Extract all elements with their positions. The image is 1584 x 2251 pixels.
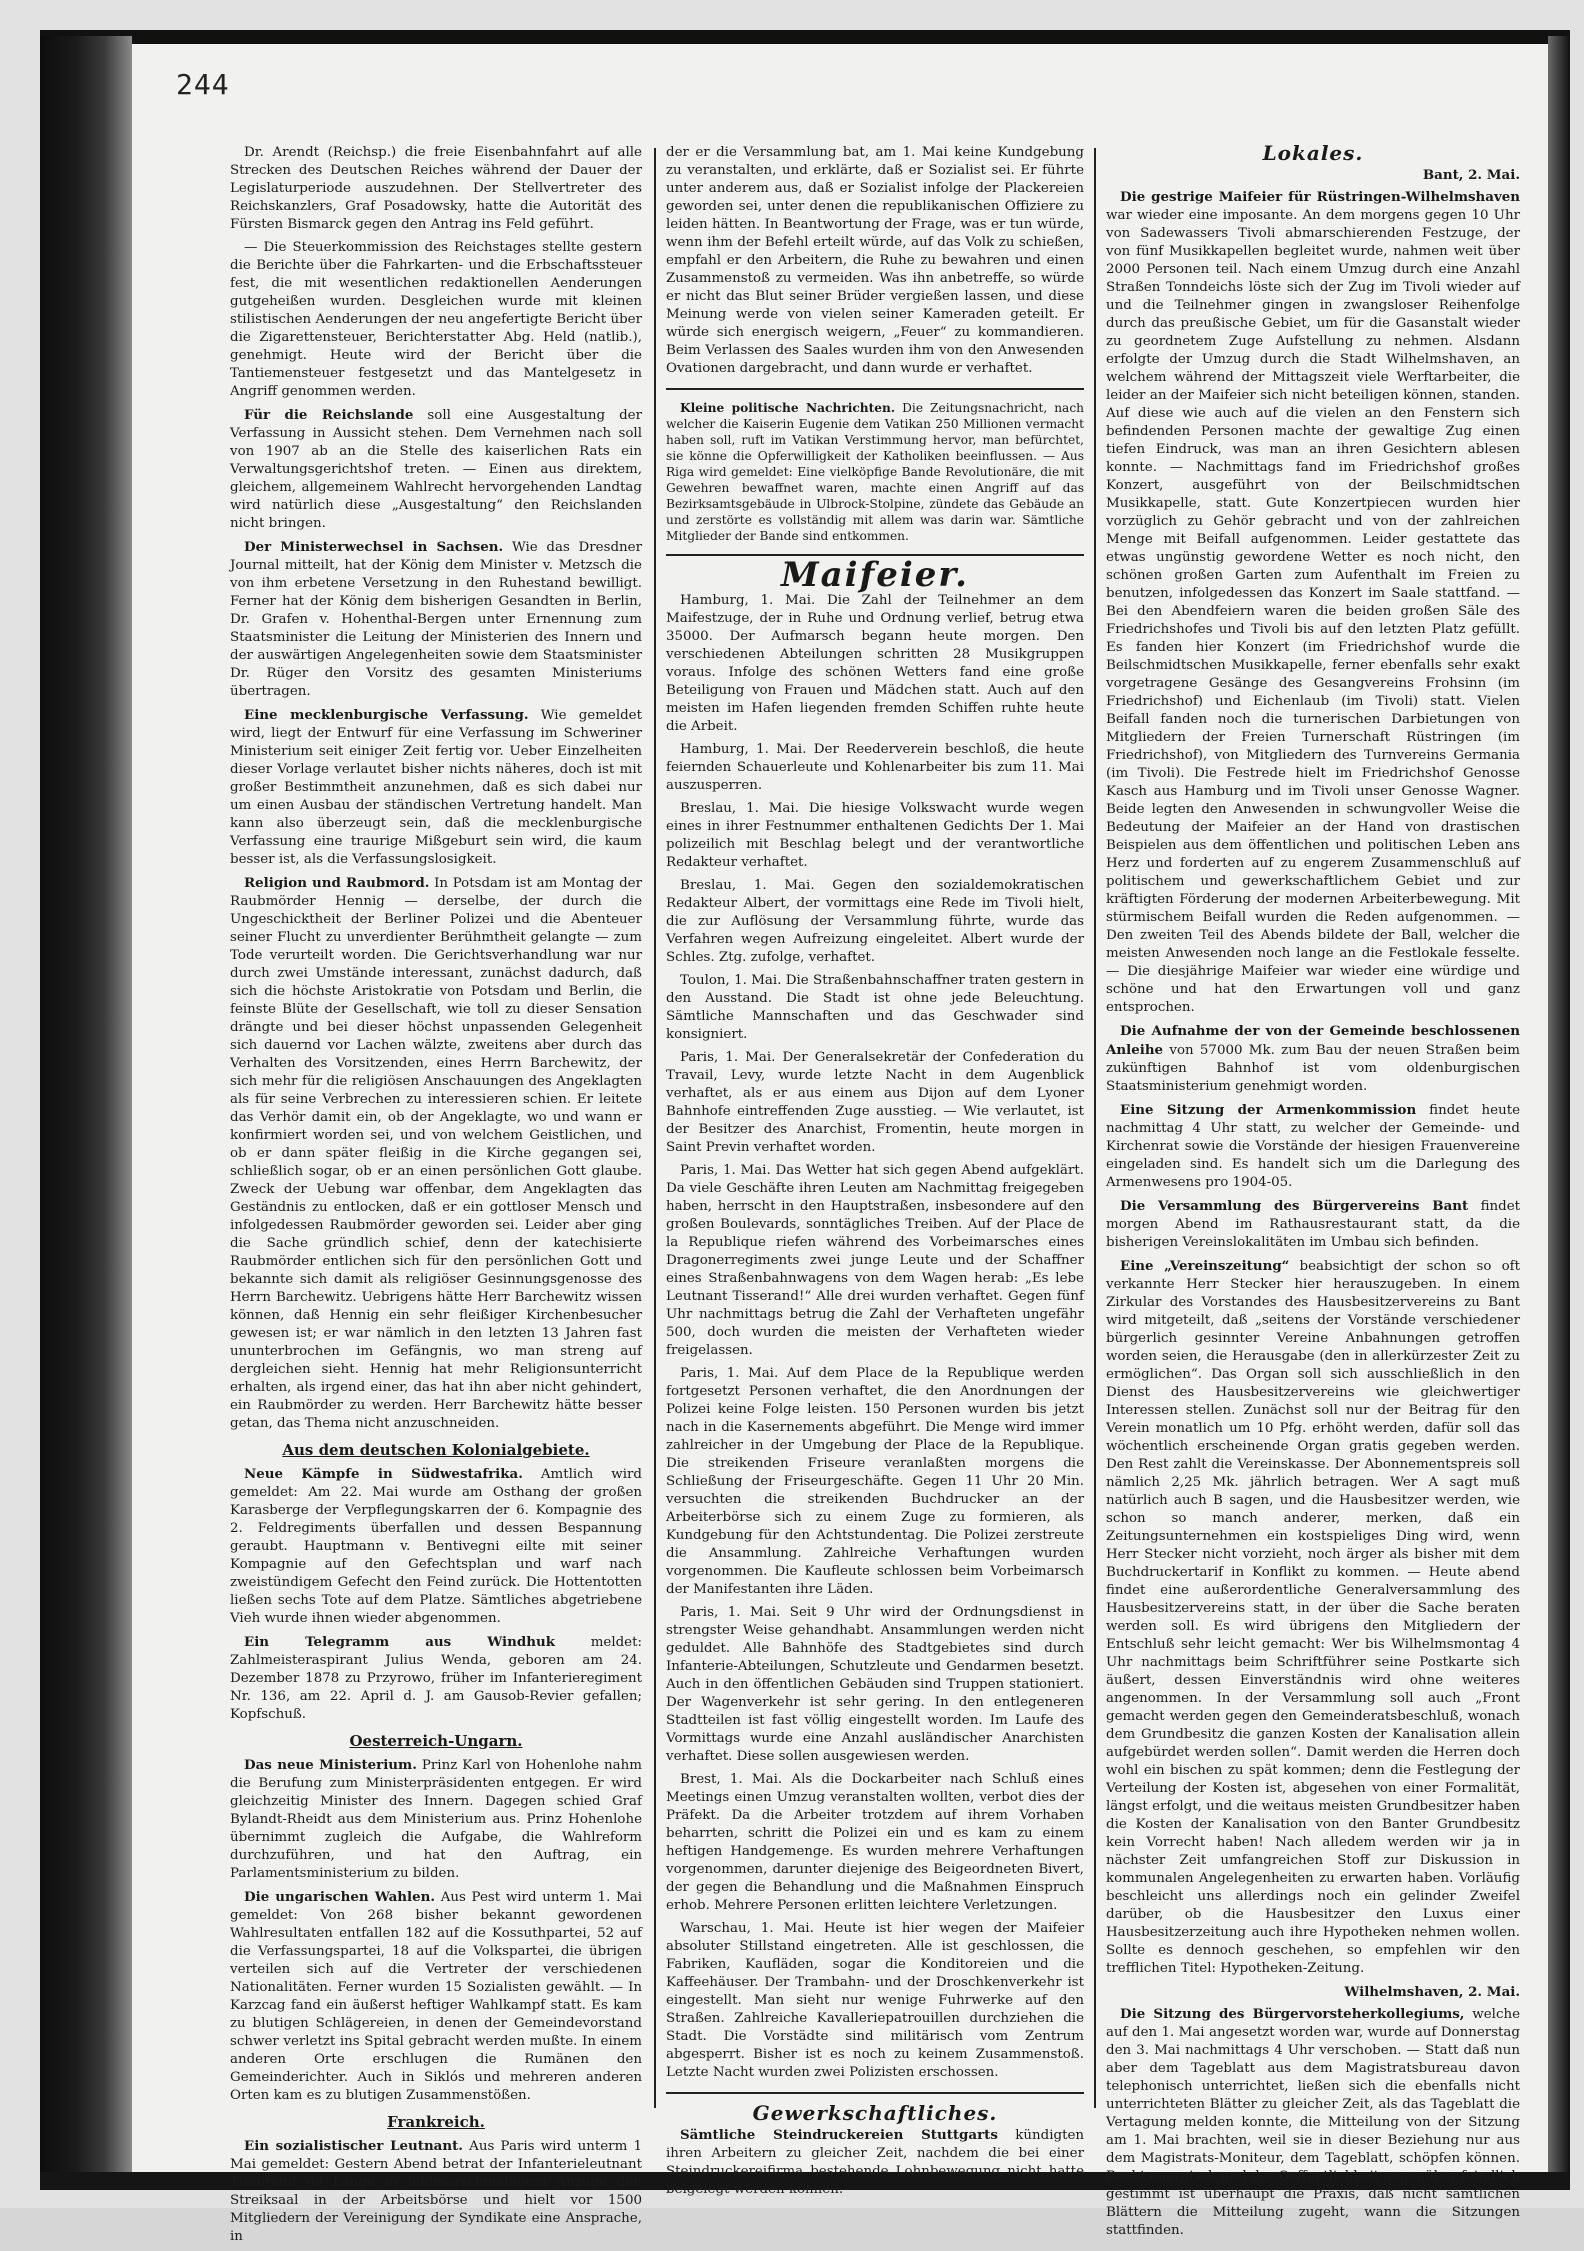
book-right-edge	[1548, 36, 1570, 2186]
article-heading: Die gestrige Maifeier für Rüstringen-Wilhelmshaven	[1120, 189, 1520, 205]
article-text: welche auf den 1. Mai angesetzt worden war, wurde auf Donnerstag den 3. Mai nachmittags 4 Uhr verschoben. — Statt daß nun aber dem Tageblatt aus dem Magistratsbureau davon telephonisch unterrichtet, ließen sich die ebenfalls nicht unterrichteten Blätter zu gleicher Zeit, als das Tageblatt die Vertagung melden konnte, die Mitteilung von der Sitzung am 1. Mai brachten, weil sie in dieser Beziehung nur aus dem Magistrats-Moniteur, dem Tageblatt, schöpfen können. Recht energisch und der Oeffentlichkeit gegenüber feindlich gestimmt ist überhaupt die Praxis, daß nicht sämtlichen Blättern die Mitteilung zugeht, wann die Sitzungen stattfinden.	[1106, 2007, 1520, 2238]
section-title-maifeier: Maifeier.	[780, 555, 970, 595]
article-text: In Potsdam ist am Montag der Raubmörder Hennig — derselbe, der durch die Ungeschicktheit der Berliner Polizei und die Abenteuer seiner Flucht zu unverdienter Berühmtheit gelangte — zum Tode verurteilt worden. Die Gerichtsverhandlung war nur durch zwei Umstände interessant, zunächst dadurch, daß sich die höchste Aristokratie von Potsdam und Berlin, die feinste Blüte der Gesellschaft, wie toll zu dieser Sensation drängte und bei dieser höchst unpassenden Gelegenheit sich dauernd vor Lachen wälzte, zweitens aber durch das Verhalten des Vorsitzenden, eines Herrn Barchewitz, der sich mehr für die religiösen Anschauungen des Angeklagten als für seine Verbrechen zu interessieren schien. Er leitete das Verhör damit ein, ob der Angeklagte, wo und wann er konfirmiert worden sei, und von welchem Geistlichen, und ob er dann später fleißig in die Kirche gegangen sei, schließlich sogar, ob er an einen persönlichen Gott glaube. Zweck der Uebung war offenbar, dem Angeklagten das Geständnis zu entlocken, daß er ein gottloser Mensch und infolgedessen Raubmörder geworden sei. Leider aber ging die Sache gründlich schief, denn der katechisierte Raubmörder entlichen sich für den persönlichen Gott und bekannte sich damit als religiöser Gesinnungsgenosse des Herrn Barchewitz. Uebrigens hätte Herr Barchewitz wissen können, daß Hennig ein sehr fleißiger Kirchenbesucher gewesen ist; er war nämlich in den letzten 13 Jahren fast ununterbrochen im Gefängnis, wo man streng auf dergleichen sieht. Hennig hat mehr Religionsunterricht erhalten, als irgend einer, das hat ihn aber nicht gehindert, ein Raubmörder zu werden. Herr Barchewitz hätte besser getan, das Thema nicht anzuschneiden.	[230, 876, 642, 1431]
article-text: war wieder eine imposante. An dem morgens gegen 10 Uhr von Sadewassers Tivoli abmarschierenden Festzuge, der von fünf Musikkapellen begleitet wurde, nahmen weit über 2000 Personen teil. Nach einem Umzug durch eine Anzahl Straßen Tonndeichs löste sich der Zug im Tivoli wieder auf und die Teilnehmer gingen in zwangsloser Reihenfolge durch das preußische Gebiet, um für die Gasanstalt wieder zu geordnetem Zuge Aufstellung zu nehmen. Alsdann erfolgte der Umzug durch die Stadt Wilhelmshaven, an welchem während der Mittagszeit viele Werftarbeiter, die leider an der Maifeier sich nicht beteiligen können, standen. Auf diese wie auch auf die vielen an den Fenstern sich befindenden Personen machte der gewaltige Zug einen tiefen Eindruck, was man an ihren Gesichtern ablesen konnte. — Nachmittags fand im Friedrichshof großes Konzert, ausgeführt von der Beilschmidtschen Musikkapelle, statt. Gute Konzertpiecen wurden hier vorzüglich zu Gehör gebracht und von der zahlreichen Menge mit Beifall aufgenommen. Leider gestattete das etwas ungünstig gewordene Wetter es noch nicht, den schönen großen Garten zum Aufenthalt im Freien zu benutzen, infolgedessen das Konzert im Saale stattfand. — Bei den Abendfeiern waren die beiden großen Säle des Friedrichshofes und Tivoli bis auf den letzten Platz gefüllt. Es fanden hier Konzert (im Friedrichshof wurde die Beilschmidtschen Musikkapelle, ferner ebenfalls sehr exakt vorgetragene Gesänge des Gesangvereins Frohsinn (im Friedrichshof) und Eichenlaub (im Tivoli) statt. Vielen Beifall fanden noch die turnerischen Darbietungen von Mitgliedern der Freien Turnerschaft Rüstringen (im Friedrichshof), von Mitgliedern des Turnvereins Germania (im Tivoli). Die Festrede hielt im Friedrichshof Genosse Kasch aus Hamburg und im Tivoli unser Genosse Wagner. Beide legten den Anwesenden in schwungvoller Weise die Bedeutung der Maifeier an der Hand von drastischen Beispielen aus dem öffentlichen und politischen Leben ans Herz und forderten auf zu engerem Zusammenschluß auf politischem und gewerkschaftlichem Gebiet und zur kräftigten Förderung der modernen Arbeiterbewegung. Mit stürmischem Beifall wurden die Reden aufgenommen. — Den zweiten Teil des Abends bildete der Ball, welcher die meisten Anwesenden noch lange an die Festlokale fesselte. — Die diesjährige Maifeier war wieder eine würdige und schöne und hat den Erwartungen voll und ganz entsprochen.	[1106, 208, 1520, 1015]
article-text: Prinz Karl von Hohenlohe nahm die Berufung zum Ministerpräsidenten entgegen. Er wird gleichzeitig Minister des Innern. Dagegen schied Graf Bylandt-Rheidt aus dem Ministerium aus. Prinz Hohenlohe übernimmt zugleich die Aufgabe, die Wahlreform durchzuführen, und hat den Auftrag, ein Parlamentsministerium zu bilden.	[230, 1758, 642, 1881]
divider	[666, 2092, 1084, 2094]
article	[1106, 2005, 1520, 2240]
article	[230, 706, 642, 869]
book-binding	[40, 36, 132, 2186]
paragraph: Breslau, 1. Mai. Gegen den sozialdemokratischen Redakteur Albert, der vormittags eine Rede im Tivoli hielt, die zur Auflösung der Versammlung führte, wurde das Verfahren wegen Aufreizung eingeleitet. Albert wurde der Schles. Ztg. zufolge, verhaftet.	[666, 878, 1084, 965]
article-heading: Eine Sitzung der Armenkommission	[1120, 1102, 1417, 1118]
article-text: Die Zeitungsnachricht, nach welcher die Kaiserin Eugenie dem Vatikan 250 Millionen vermacht haben soll, ruft im Vatikan Verstimmung hervor, man befürchtet, sie könne die Opferwilligkeit der Katholiken beeinflussen. — Aus Riga wird gemeldet: Eine vielköpfige Bande Revolutionäre, die mit Gewehren bewaffnet waren, machte einen Angriff auf das Bezirksamtsgebäude in Ulbrock-Stolpine, zündete das Gebäude an und zerstörte es vollständig mit allem was darin war. Sämtliche Mitglieder der Bande sind entkommen.	[666, 401, 1084, 543]
newspaper-page	[132, 44, 1548, 2244]
paragraph: Paris, 1. Mai. Seit 9 Uhr wird der Ordnungsdienst in strengster Weise gehandhabt. Ansammlungen werden nicht geduldet. Alle Bahnhöfe des Stadtgebietes sind durch Infanterie-Abteilungen, Schutzleute und Gendarmen besetzt. Auch in den öffentlichen Gebäuden sind Truppen stationiert. Der Wagenverkehr ist sehr gering. In den entlegeneren Stadtteilen ist fast völlig eingestellt worden. Im Laufe des Vormittags wurde eine Anzahl ausländischer Anarchisten verhaftet. Diese sollen ausgewiesen werden.	[666, 1605, 1084, 1764]
paragraph: Dr. Arendt (Reichsp.) die freie Eisenbahnfahrt auf alle Strecken des Deutschen Reiches während der Dauer der Legislaturperiode auszudehnen. Der Stellvertreter des Reichskanzlers, Graf Posadowsky, hatte die Autorität des Fürsten Bismarck gegen den Antrag ins Feld geführt.	[230, 145, 642, 232]
section-heading: Frankreich.	[387, 2113, 485, 2131]
article-heading: Das neue Ministerium.	[244, 1757, 417, 1773]
article	[230, 1888, 642, 2105]
article-heading: Sämtliche Steindruckereien Stuttgarts	[680, 2127, 998, 2143]
article	[230, 2137, 642, 2246]
article-heading: Religion und Raubmord.	[244, 875, 430, 891]
article-heading: Für die Reichslande	[244, 407, 414, 423]
paragraph: Warschau, 1. Mai. Heute ist hier wegen der Maifeier absoluter Stillstand eingetreten. Alle ist geschlossen, die Fabriken, Kaufläden, sogar die Konditoreien und die Kaffeehäuser. Der Trambahn- und der Droschkenverkehr ist eingestellt. Man sieht nur wenige Fuhrwerke auf den Straßen. Zahlreiche Kavalleriepatrouillen durchziehen die Stadt. Die Vorstädte sind militärisch vom Zentrum abgesperrt. Bisher ist es noch zu keinem Zusammenstoß. Letzte Nacht wurden zwei Polizisten erschossen.	[666, 1921, 1084, 2080]
section-title-lokales: Lokales.	[1262, 141, 1364, 165]
article-heading: Der Ministerwechsel in Sachsen.	[244, 539, 504, 555]
paragraph: Hamburg, 1. Mai. Der Reederverein beschloß, die heute feiernden Schauerleute und Kohlenarbeiter bis zum 11. Mai auszusperren.	[666, 742, 1084, 793]
paragraph: Hamburg, 1. Mai. Die Zahl der Teilnehmer an dem Maifestzuge, der in Ruhe und Ordnung verlief, betrug etwa 35000. Der Aufmarsch begann heute morgen. Den verschiedenen Abteilungen schritten 28 Musikgruppen voraus. Infolge des schönen Wetters fand eine große Beteiligung von Frauen und Mädchen statt. Auch auf den meisten im Hafen liegenden fremden Schiffen ruhte heute die Arbeit.	[666, 593, 1084, 734]
column-rule-1	[654, 148, 656, 2108]
article-text: findet morgen Abend im Rathausrestaurant statt, da die bisherigen Vereinslokalitäten im Umbau sich befinden.	[1106, 1199, 1520, 1250]
article-text: kündigten ihren Arbeitern zu gleicher Zeit, nachdem die bei einer Steindruckereifirma bestehende Lohnbewegung nicht hatte beigelegt werden können.	[666, 2128, 1085, 2197]
article-heading: Die Sitzung des Bürgervorsteherkollegiums,	[1120, 2006, 1465, 2022]
column-3	[1106, 141, 1520, 2245]
column-2	[666, 144, 1084, 2204]
article-heading: Eine mecklenburgische Verfassung.	[244, 707, 529, 723]
article-text: Aus Paris wird unterm 1 Mai gemeldet: Gestern Abend betrat der Infanterieleutnant Tisserand de Lange in feldmarschmäßigem Anzuge den Streiksaal in der Arbeitsbörse und hielt vor 1500 Mitgliedern der Vereinigung der Syndikate eine Ansprache, in	[230, 2139, 642, 2244]
article	[1106, 188, 1520, 1017]
section-title-gewerkschaftliches: Gewerkschaftliches.	[752, 2101, 998, 2125]
article-heading: Eine „Vereinszeitung“	[1120, 1258, 1290, 1274]
paragraph: — Die Steuerkommission des Reichstages stellte gestern die Berichte über die Fahrkarten- und die Erbschaftssteuer fest, die mit wesentlichen redaktionellen Aenderungen gutgeheißen wurden. Desgleichen wurde mit kleinen stilistischen Aenderungen der neu angefertigte Bericht über die Zigarettensteuer, Berichterstatter Abg. Held (natlib.), genehmigt. Heute wird der Bericht über die Tantiemensteuer festgesetzt und das Mantelgesetz in Angriff genommen werden.	[230, 240, 642, 399]
article	[666, 2126, 1084, 2199]
article-heading: Neue Kämpfe in Südwestafrika.	[244, 1466, 523, 1482]
paragraph: Brest, 1. Mai. Als die Dockarbeiter nach Schluß eines Meetings einen Umzug veranstalten wollten, verbot dies der Präfekt. Da die Arbeiter trotzdem auf ihrem Vorhaben beharrten, schritt die Polizei ein und es kam zu einem heftigen Handgemenge. Es wurden mehrere Verhaftungen vorgenommen, darunter diejenige des Beigeordneten Bivert, der gegen die Behandlung und die Maßnahmen Einspruch erhob. Mehrere Personen erlitten leichtere Verletzungen.	[666, 1772, 1084, 1913]
article-heading: Die ungarischen Wahlen.	[244, 1889, 436, 1905]
article-heading: Kleine politische Nachrichten.	[680, 401, 896, 415]
article	[1106, 1257, 1520, 1978]
column-rule-2	[1094, 148, 1096, 2108]
article-text: findet heute nachmittag 4 Uhr statt, zu welcher der Gemeinde- und Kirchenrat sowie die Vorstände der hiesigen Frauenvereine eingeladen sind. Es handelt sich um die Darlegung des Armenwesens pro 1904-05.	[1106, 1103, 1520, 1190]
paragraph: der er die Versammlung bat, am 1. Mai keine Kundgebung zu veranstalten, und erklärte, daß er Sozialist sei. Er führte unter anderem aus, daß er Sozialist infolge der Plackereien geworden sei, unter denen die republikanischen Offiziere zu leiden hätten. In Beantwortung der Frage, was er tun würde, wenn ihm der Befehl erteilt würde, auf das Volk zu schießen, empfahl er den Arbeitern, die Ruhe zu bewahren und einen Zusammenstoß zu vermeiden. Was ihn anbetreffe, so würde er nicht das Blut seiner Brüder vergießen lassen, und diese Meinung werde von vielen seiner Kameraden geteilt. Er würde sich energisch weigern, „Feuer“ zu kommandieren. Beim Verlassen des Saales wurden ihm von den Anwesenden Ovationen dargebracht, und dann wurde er verhaftet.	[666, 145, 1084, 376]
article	[230, 874, 642, 1433]
article-text: soll eine Ausgestaltung der Verfassung in Aussicht stehen. Dem Vernehmen nach soll von 1907 ab an die Stelle des kaiserlichen Rats ein Verwaltungsgerichtshof treten. — Einen aus direktem, gleichem, allgemeinem Wahlrecht hervorgehenden Landtag wird natürlich diese „Ausgestaltung“ den Reichslanden nicht bringen.	[230, 408, 642, 531]
article-text: Aus Pest wird unterm 1. Mai gemeldet: Von 268 bisher bekannt gewordenen Wahlresultaten entfallen 182 auf die Kossuthpartei, 52 auf die Verfassungspartei, 18 auf die Volkspartei, die übrigen verteilen sich auf die Vertreter der verschiedenen Nationalitäten. Ferner wurden 15 Sozialisten gewählt. — In Karzcag fand ein äußerst heftiger Wahlkampf statt. Es kam zu blutigen Schlägereien, in denen der Gemeindevorstand schwer verletzt ins Spital gebracht werden mußte. In einem anderen Orte erschlugen die Rumänen den Gemeinderichter. Auch in Siklós und mehreren anderen Orten kam es zu blutigen Zusammenstößen.	[230, 1890, 642, 2103]
article	[1106, 1022, 1520, 1096]
paragraph: Breslau, 1. Mai. Die hiesige Volkswacht wurde wegen eines in ihrer Festnummer enthaltenen Gedichts Der 1. Mai polizeilich mit Beschlag belegt und der verantwortliche Redakteur verhaftet.	[666, 801, 1084, 870]
dateline: Wilhelmshaven, 2. Mai.	[1344, 1984, 1520, 2000]
article	[230, 1633, 642, 1724]
divider	[666, 388, 1084, 390]
article	[230, 1465, 642, 1628]
paragraph: Toulon, 1. Mai. Die Straßenbahnschaffner traten gestern in den Ausstand. Die Stadt ist ohne jede Beleuchtung. Sämtliche Mannschaften und das Geschwader sind konsigniert.	[666, 973, 1084, 1042]
article-text: meldet: Zahlmeisteraspirant Julius Wenda, geboren am 24. Dezember 1878 zu Przyrowo, früher im Infanterieregiment Nr. 136, am 22. April d. J. am Gausob-Revier gefallen; Kopfschuß.	[230, 1635, 642, 1722]
section-heading: Aus dem deutschen Kolonialgebiete.	[282, 1441, 590, 1459]
article	[1106, 1197, 1520, 1252]
article-text: Amtlich wird gemeldet: Am 22. Mai wurde am Osthang der großen Karasberge der Verpflegungskarren der 6. Kompagnie des 2. Feldregiments überfallen und dessen Bespannung geraubt. Hauptmann v. Bentivegni eilte mit seiner Kompagnie auf den Gefechtsplan und warf nach zweistündigem Gefecht den Feind zurück. Die Hottentotten ließen sechs Tote auf dem Platze. Sämtliches abgetriebene Vieh wurde ihnen wieder abgenommen.	[230, 1467, 642, 1626]
book-top-edge	[40, 30, 1570, 44]
article-heading: Die Versammlung des Bürgervereins Bant	[1120, 1198, 1469, 1214]
article-heading: Ein sozialistischer Leutnant.	[244, 2138, 463, 2154]
article	[666, 400, 1084, 544]
article	[1106, 1101, 1520, 1192]
article-text: beabsichtigt der schon so oft verkannte Herr Stecker hier herauszugeben. In einem Zirkular des Vorstandes des Hausbesitzervereins zu Bant wird mitgeteilt, daß „seitens der Vorstände verschiedener bürgerlich gesinnter Vereine Anbahnungen getroffen worden seien, die Herausgabe (den in allerkürzester Zeit zu ermöglichen“. Das Organ soll sich ausschließlich in den Dienst des Hausbesitzervereins wie gleichwertiger Interessen stellen. Zunächst soll nur der Beitrag für den Verein monatlich um 10 Pfg. erhöht werden, dafür soll das wöchentlich erscheinende Organ gratis gegeben werden. Den Rest zahlt die Vereinskasse. Der Abonnementspreis soll nämlich 2,25 Mk. jährlich betragen. Wer A sagt muß natürlich auch B sagen, und die Hausbesitzer werden, wie schon so manch anderer, merken, daß ein Zeitungsunternehmen ein kostspieliges Ding wird, wenn Herr Stecker nicht vorzieht, noch ärger als bisher mit dem Buchdruckertarif in Konflikt zu kommen. — Heute abend findet eine außerordentliche Generalversammlung des Hausbesitzervereins statt, in der über die Sache beraten werden soll. Es wird übrigens den Mitgliedern der Entschluß sehr leicht gemacht: Wer bis Wilhelmsmontag 4 Uhr nachmittags beim Schriftführer seine Postkarte sich äußert, dessen Einverständnis wird ohne weiteres angenommen. In der Versammlung soll auch „Front gemacht werden gegen den Gemeinderatsbeschluß, wonach dem Grundbesitz die ganzen Kosten der Kanalisation allein aufgebürdet werden sollen“. Damit werden die Herren doch wohl ein bischen zu spät kommen; denn die Festlegung der Verteilung der Kosten ist, abgesehen von einer Formalität, längst erfolgt, und die weitaus meisten Grundbesitzer haben die Kosten der Kanalisation von den Banter Grundbesitz kein Vorrecht haben! Nach alledem werden wir ja in nächster Zeit umfangreichen Stoff zur Diskussion in kommunalen Angelegenheiten zu erwarten haben. Vorläufig beschleicht uns allerdings noch ein gelinder Zweifel darüber, ob die Hausbesitzer den Luxus einer Hausbesitzerzeitung auch ihre Hypotheken nehmen wollen. Sollte es dennoch geschehen, so empfehlen wir den trefflichen Titel: Hypotheken-Zeitung.	[1106, 1259, 1520, 1976]
paragraph: Paris, 1. Mai. Auf dem Place de la Republique werden fortgesetzt Personen verhaftet, die den Anordnungen der Polizei keine Folge leisten. 150 Personen wurden bis jetzt nach in die Kasernements abgeführt. Die Menge wird immer zahlreicher in der Umgebung der Place de la Republique. Die streikenden Friseure veranlaßten morgens die Schließung der Friseurgeschäfte. Gegen 11 Uhr 20 Min. versuchten die streikenden Buchdrucker an der Arbeiterbörse sich zu einem Zuge zu formieren, als Kundgebung für den Achtstundentag. Die Polizei zerstreute die Ansammlung. Zahlreiche Verhaftungen wurden vorgenommen. Die Kaufleute schlossen beim Vorbeimarsch der Manifestanten ihre Läden.	[666, 1366, 1084, 1597]
article-heading: Die Aufnahme der von der Gemeinde beschlossenen Anleihe	[1106, 1023, 1520, 1058]
paragraph: Paris, 1. Mai. Das Wetter hat sich gegen Abend aufgeklärt. Da viele Geschäfte ihren Leuten am Nachmittag freigegeben haben, herrscht in den Hauptstraßen, insbesondere auf den großen Boulevards, sonntägliches Treiben. Auf der Place de la Republique riefen während des Vorbeimarsches eines Dragonerregiments zwei junge Leute und der Schaffner eines Straßenbahnwagens von dem Wagen herab: „Es lebe Leutnant Tisserand!“ Alle drei wurden verhaftet. Gegen fünf Uhr nachmittags betrug die Zahl der Verhafteten ungefähr 500, doch wurden die meisten der Verhafteten wieder freigelassen.	[666, 1163, 1084, 1358]
paragraph: Paris, 1. Mai. Der Generalsekretär der Confederation du Travail, Levy, wurde letzte Nacht in dem Augenblick verhaftet, als er aus einem aus Dijon auf dem Lyoner Bahnhofe eintreffenden Zuge ausstieg. — Wie verlautet, ist der Besitzer des Anarchist, Fromentin, heute morgen in Saint Previn verhaftet worden.	[666, 1050, 1084, 1155]
column-1	[230, 144, 642, 2251]
article-text: Wie das Dresdner Journal mitteilt, hat der König dem Minister v. Metzsch die von ihm erbetene Versetzung in den Ruhestand bewilligt. Ferner hat der König dem bisherigen Gesandten in Berlin, Dr. Grafen v. Hohenthal-Bergen unter Ernennung zum Staatsminister die Leitung der Ministerien des Innern und der auswärtigen Angelegenheiten sowie dem Staatsminister Dr. Rüger den Vorsitz des gesamten Ministeriums übertragen.	[230, 540, 642, 699]
dateline: Bant, 2. Mai.	[1422, 167, 1520, 183]
article-heading: Ein Telegramm aus Windhuk	[244, 1634, 555, 1650]
page-number: 244	[176, 68, 230, 101]
article	[230, 406, 642, 533]
article	[230, 1756, 642, 1883]
article	[230, 538, 642, 701]
article-text: Wie gemeldet wird, liegt der Entwurf für eine Verfassung im Schweriner Ministerium seit einiger Zeit fertig vor. Ueber Einzelheiten dieser Vorlage verlautet bisher nichts näheres, doch ist mit großer Bestimmtheit anzunehmen, daß es sich dabei nur um einen Ausbau der ständischen Vertretung handelt. Man kann also überzeugt sein, daß die mecklenburgische Verfassung eine traurige Mißgeburt sein wird, die kaum besser ist, als die Verfassungslosigkeit.	[230, 708, 642, 867]
article-text: von 57000 Mk. zum Bau der neuen Straßen beim zukünftigen Bahnhof ist vom oldenburgischen Staatsministerium genehmigt worden.	[1106, 1043, 1520, 1094]
section-heading: Oesterreich-Ungarn.	[349, 1732, 523, 1750]
